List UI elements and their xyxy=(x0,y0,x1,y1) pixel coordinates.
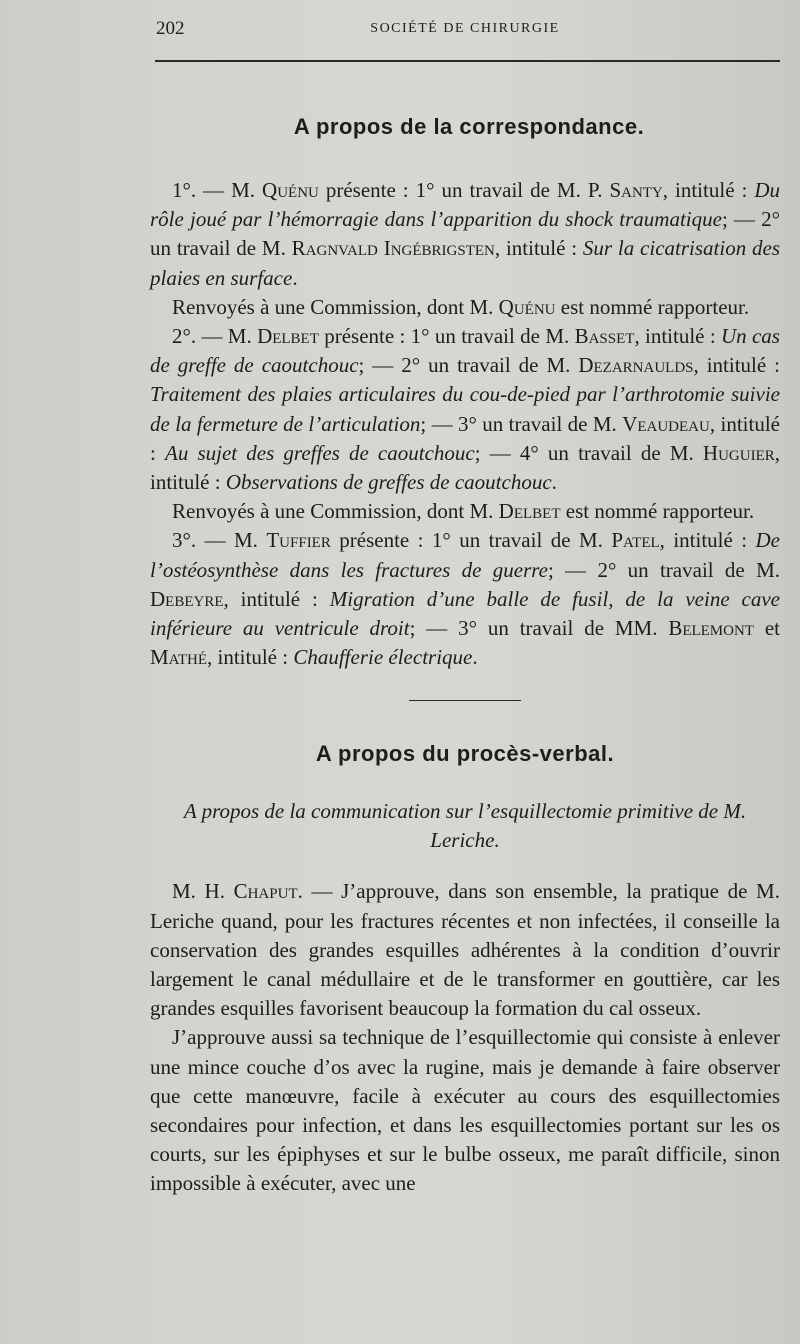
person-name: Veaudeau xyxy=(622,411,710,436)
text-run: , intitulé : xyxy=(494,236,583,261)
text-run: ; — 3° un travail de M. xyxy=(420,411,623,436)
text-run: — M. xyxy=(196,178,263,202)
paragraph-delbet xyxy=(150,322,780,497)
work-title: Sur la cicatrisation des plaies en surface xyxy=(150,236,781,290)
work-title: Observations de greffes de caoutchouc xyxy=(225,470,552,495)
paragraph-commission-delbet xyxy=(150,497,780,526)
work-title: Au sujet des greffes de caoutchouc xyxy=(165,440,475,465)
text-run: , intitulé : xyxy=(150,411,780,465)
text-run: présente : 1° un travail de M. P. xyxy=(318,178,610,202)
text-run: — M. xyxy=(196,528,267,553)
section-subtitle: A propos de la communication sur l’esquillectomie primitive de M. Leriche. xyxy=(183,799,747,853)
person-name: Quénu xyxy=(498,294,556,319)
person-name: Belemont xyxy=(668,616,754,641)
item-number: 1°. xyxy=(172,178,197,202)
section-separator xyxy=(409,700,521,701)
text-run: Renvoyés à une Commission, dont M. xyxy=(172,294,499,319)
paragraph-chaput xyxy=(150,877,780,1023)
journal-title: SOCIÉTÉ DE CHIRURGIE xyxy=(370,21,560,36)
paragraph-technique: J’approuve aussi sa technique de l’esquillectomie qui consiste à enlever une mince couche d’os avec la rugine, mais je demande à faire observer que cette manœuvre, facile à exécuter au cours des esquillectomies secondaires pour infection, et dans les esquillectomies portant sur les os courts, sur les épiphyses et sur le bulbe osseux, me paraît difficile, sinon impossible à exécuter, avec une xyxy=(150,1025,780,1196)
person-name: Patel xyxy=(611,528,660,553)
text-run: ; — 3° un travail de MM. xyxy=(409,616,669,641)
text-run: ; — 2° un travail de M. xyxy=(150,207,780,261)
person-name: Delbet xyxy=(257,324,319,349)
text-run: ; — 2° un travail de M. xyxy=(358,353,579,378)
text-run: , intitulé : xyxy=(659,528,756,553)
person-name: Mathé xyxy=(150,645,207,670)
text-run: , intitulé : xyxy=(634,324,721,349)
paragraph-quenu xyxy=(150,176,780,293)
section-title-proces-verbal: A propos du procès-verbal. xyxy=(315,741,615,767)
text-run: ; — 4° un travail de M. xyxy=(474,440,703,465)
text-run: est nommé rapporteur. xyxy=(560,499,755,524)
text-run: , intitulé : xyxy=(150,440,780,495)
text-run: , intitulé : xyxy=(662,178,755,202)
person-name: Dezarnaulds xyxy=(578,353,694,378)
text-run: , intitulé : xyxy=(693,353,780,378)
work-title: Un cas de greffe de caoutchouc xyxy=(150,324,780,378)
person-name: Ragnvald Ingébrigsten xyxy=(291,236,495,261)
text-run: , intitulé : xyxy=(207,645,294,670)
paragraph-commission-quenu xyxy=(150,293,780,322)
work-title: De l’ostéosynthèse dans les fractures de guerre xyxy=(150,528,780,582)
person-name: Delbet xyxy=(498,499,561,524)
paragraph-tuffier xyxy=(150,526,780,672)
text-run: , intitulé : xyxy=(223,586,330,611)
text-run: M. H. xyxy=(172,879,234,904)
section-title-correspondance: A propos de la correspondance. xyxy=(293,114,645,139)
text-run: ; — 2° un travail de M. xyxy=(547,557,780,582)
text-run: présente : 1° un travail de M. xyxy=(330,528,612,553)
work-title: Chaufferie électrique xyxy=(293,645,473,670)
header-rule xyxy=(155,60,780,62)
text-run: Renvoyés à une Commission, dont M. xyxy=(172,499,499,524)
work-title: Traitement des plaies articulaires du cou-de-pied par l’arthrotomie suivie de la fermeture de l’articulation xyxy=(150,382,780,436)
person-name: Chaput xyxy=(233,879,298,904)
text-run: . — J’approuve, dans son ensemble, la pratique de M. Leriche quand, pour les fractures récentes et non infectées, il conseille la conservation des grandes esquilles adhérentes à la condition d’ouvrir largement le canal médullaire et de le transformer en gouttière, car les grandes esquilles favorisent beaucoup la formation du cal osseux. xyxy=(150,879,780,1021)
person-name: Basset xyxy=(574,324,635,349)
text-run: présente : 1° un travail de M. xyxy=(318,324,575,349)
item-number: 3°. xyxy=(172,528,197,553)
work-title: Migration d’une balle de fusil, de la veine cave inférieure au ventricule droit xyxy=(150,586,780,641)
text-run: — M. xyxy=(196,324,258,349)
page-body xyxy=(150,114,780,1199)
text-run: . xyxy=(472,645,478,670)
person-name: Tuffier xyxy=(266,528,331,553)
work-title: Du rôle joué par l’hémorragie dans l’apparition du shock traumatique xyxy=(150,178,780,232)
person-name: Santy xyxy=(609,178,663,202)
person-name: Quénu xyxy=(262,178,319,202)
text-run: et xyxy=(753,616,780,641)
item-number: 2°. xyxy=(172,324,197,349)
running-head xyxy=(150,18,780,44)
page-number: 202 xyxy=(156,18,185,39)
text-run: est nommé rapporteur. xyxy=(555,294,750,319)
person-name: Huguier xyxy=(702,440,775,465)
text-run: . xyxy=(551,470,557,495)
person-name: Debeyre xyxy=(150,586,224,611)
text-run: . xyxy=(292,265,298,290)
